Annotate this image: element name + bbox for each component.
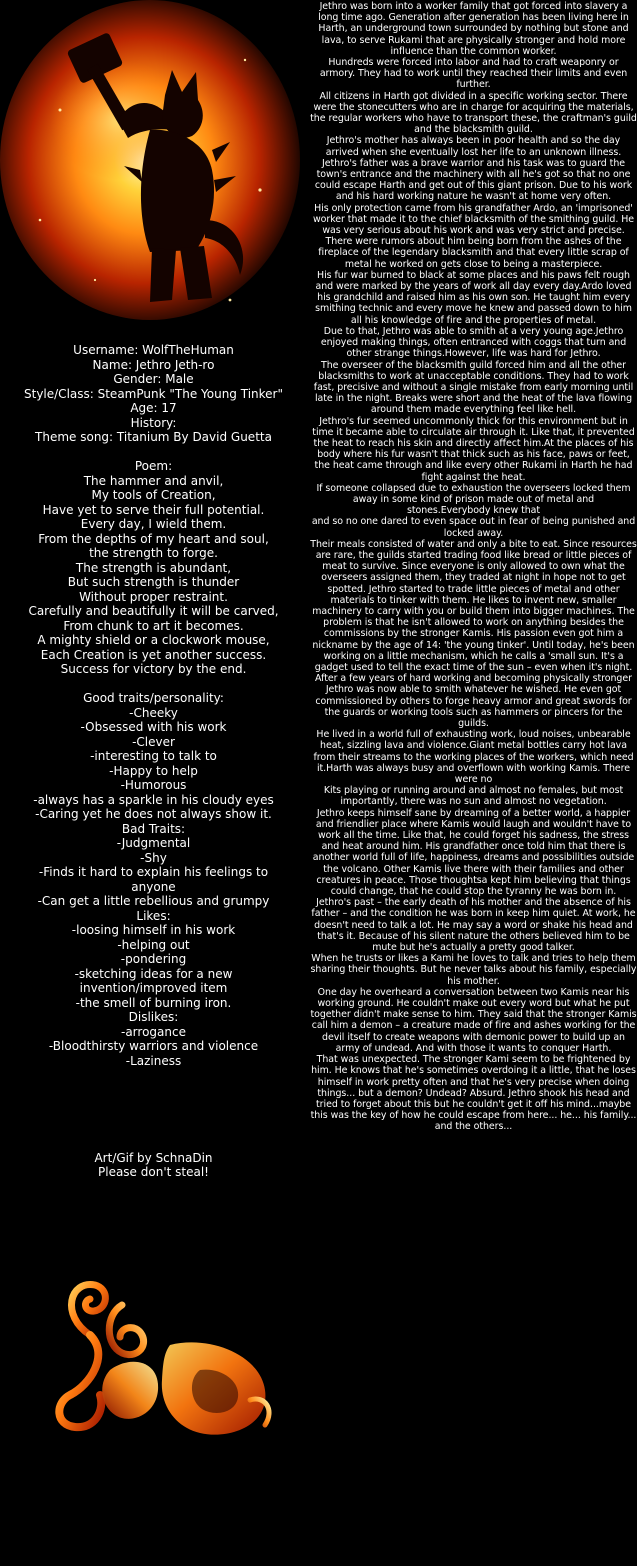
poem-line: From the depths of my heart and soul, <box>38 531 269 546</box>
spacer <box>0 445 307 460</box>
spacer <box>0 677 307 692</box>
profile-style-class: Style/Class: SteamPunk "The Young Tinker" <box>24 386 283 401</box>
story-paragraph: His fur war burned to black at some places and his paws felt rough and were marked by the years of work all day every day.Ardo loved his grandchild and raised him as his own son. He taught him every smithing technic and every move he knew and passed down to him all his knowledge of fire and the properties of metal. <box>315 269 632 326</box>
story-paragraph: The overseer of the blacksmith guild forced him and all the other blacksmiths to work at unacceptable conditions. They had to work fast, precisive and without a single mistake from early morning until late in the night. Breaks were short and the heat of the lava flowing around them made everything feel like hell. <box>313 359 634 416</box>
story-paragraph: Kits playing or running around and almost no females, but most importantly, there was no sun and almost no vegetation. <box>323 785 624 808</box>
poem-heading: Poem: <box>134 459 173 473</box>
poem-line: From chunk to art it becomes. <box>63 618 244 633</box>
traits-list <box>0 691 307 1068</box>
story-paragraph: and so no one dared to even space out in fear of being punished and locked away. <box>311 516 636 539</box>
bad-traits-heading: Bad Traits: <box>121 821 186 836</box>
profile-name: Name: Jethro Jeth-ro <box>92 357 215 372</box>
story-paragraph: Hundreds were forced into labor and had to craft weaponry or armory. They had to work until they reached their limits and even further. <box>319 57 628 91</box>
poem-line: The hammer and anvil, <box>83 473 224 488</box>
story-paragraph: When he trusts or likes a Kami he loves to talk and tries to help them sharing their thoughts. But he never talks about his family, especially his mother. <box>310 953 637 987</box>
credit-artist: Art/Gif by SchnaDin <box>94 1151 213 1165</box>
story-paragraph: There were rumors about him being born from the ashes of the fireplace of the legendary blacksmith and that every little scrap of metal he worked on gets close to being a masterpiece. <box>318 236 629 270</box>
profile-age: Age: 17 <box>130 401 177 415</box>
story-paragraph: Due to that, Jethro was able to smith at a very young age.Jethro enjoyed making things, often entranced with coggs that turn and other strange things.However, life was hard for Jethro. <box>320 325 627 360</box>
like-item: -the smell of burning iron. <box>75 995 232 1010</box>
trait-item: -interesting to talk to <box>90 749 217 763</box>
story-paragraph: Jethro's mother has always been in poor health and so the day arrived when she eventually lost her life to an unknown illness. <box>325 135 622 158</box>
poem-line: Without proper restraint. <box>79 589 228 604</box>
fire-blacksmith-artwork-icon <box>0 0 307 322</box>
like-item: -pondering <box>120 952 187 966</box>
like-item: -helping out <box>117 937 190 952</box>
poem-line: the strength to forge. <box>89 546 218 560</box>
dislike-item: -arrogance <box>121 1024 186 1039</box>
character-artwork <box>0 0 307 322</box>
poem-line: Carefully and beautifully it will be carved, <box>28 604 279 618</box>
story-paragraph: Their meals consisted of water and only a bite to eat. Since resources are rare, the guilds started trading food like bread or little pieces of meat to survive. Since everyone is only allowed to own what the overseers assigned them, they traded at night in hope not to get spotted. Jethro started to trade little pieces of metal and other materials to tinker with them. He likes to invent new, smaller machinery to carry with you or build them into bigger machines. The problem is that he isn't allowed to work on anything besides the commissions by the stronger Kamis. His passion even got him a nickname by the age of 14: 'the young tinker'. Until today, he's been working on a little mechanism, which he calls a 'small sun. It's a gadget used to tell the exact time of the sun – even when it's night. <box>310 538 637 673</box>
ribbon-loop <box>71 1285 105 1335</box>
trait-item: -Judgmental <box>116 836 191 850</box>
trait-item: -Clever <box>132 734 175 749</box>
story-paragraph: If someone collapsed due to exhaustion the overseers locked them away in some kind of prison made out of metal and stones.Everybody knew that <box>316 482 631 517</box>
like-item: invention/improved item <box>79 981 228 995</box>
profile-info <box>0 343 307 1068</box>
like-item: -sketching ideas for a new <box>74 966 233 981</box>
poem-line: My tools of Creation, <box>91 488 216 502</box>
trait-item: -Finds it hard to explain his feelings to <box>38 865 269 879</box>
dislikes-heading: Dislikes: <box>128 1010 179 1024</box>
trait-item: -Shy <box>140 850 167 865</box>
profile-theme-song: Theme song: Titanium By David Guetta <box>35 430 272 444</box>
poem-line: A mighty shield or a clockwork mouse, <box>37 633 270 647</box>
story-paragraph: That was unexpected. The stronger Kami seem to be frightened by him. He knows that he's sometimes overdoing it a little, that he loses himself in work pretty often and that he's very precise when doing things... but a demon? Undead? Absurd. Jethro shook his head and tried to forget about this but he couldn't get it off his mind...maybe this was the key of how he could escape from here... he... his family... and the others... <box>310 1054 637 1133</box>
story-paragraph: Jethro was born into a worker family that got forced into slavery a long time ago. Generation after generation has been living here in Harth, an underground town surrounded by nothing but stone and lava, to serve Rukami that are physically stronger and hold more influence than the common worker. <box>318 1 629 57</box>
backstory <box>310 1 637 1133</box>
story-paragraph: Jethro's fur seemed uncommonly thick for this environment but in time it became able to circulate air through it. Like that, it prevented the heat to reach his skin and directly affect him.At the places of his body where his fur wasn't that thick such as his face, paws or feet, the heat came through and like every other Rukami in Harth he had fight against the heat. <box>312 415 635 483</box>
dislike-item: -Laziness <box>125 1053 182 1068</box>
fire-signature <box>50 1275 280 1450</box>
profile-username: Username: WolfTheHuman <box>73 343 234 357</box>
trait-item: -Can get a little rebellious and grumpy <box>37 894 270 908</box>
poem-line: The strength is abundant, <box>75 560 232 575</box>
trait-item: -Humorous <box>120 778 187 792</box>
likes-heading: Likes: <box>136 908 171 923</box>
story-paragraph: Jethro's father was a brave warrior and his task was to guard the town's entrance and the machinery with all he's got so that no one could escape Harth and get out of this giant prison. Due to his work and his hard working nature he wasn't at home very often. <box>314 157 633 203</box>
trait-item: -Caring yet he does not always show it. <box>35 807 272 821</box>
like-item: -loosing himself in his work <box>71 923 236 937</box>
profile-history: History: <box>130 415 177 430</box>
story-paragraph: All citizens in Harth got divided in a specific working sector. There were the stonecutters who are in charge for acquiring the materials, the regular workers who have to transport these, the craftman's guild and the blacksmith guild. <box>310 90 637 136</box>
trait-item: anyone <box>131 879 176 894</box>
trait-item: -Cheeky <box>129 705 178 720</box>
poem-line: Every day, I wield them. <box>80 517 227 531</box>
story-paragraph: He lived in a world full of exhausting work, loud noises, unbearable heat, sizzling lava and violence.Giant metal bottles carry hot lava from their streams to the working places of the workers, which need it.Harth was always busy and overflown with working Kamis. There were no <box>313 729 634 786</box>
story-paragraph: One day he overheard a conversation between two Kamis near his working ground. He couldn't make out every word but what he put together didn't make sense to him. They said that the stronger Kamis call him a demon – a creature made of fire and ashes working for the devil itself to create weapons with demonic power to build up an army of undead. And with those it wants to conquer Harth. <box>310 986 637 1054</box>
story-paragraph: Jethro's past – the early death of his mother and the absence of his father – and the condition he was born in keep him quiet. At work, he doesn't need to talk a lot. He may say a word or shake his head and that's it. Because of his silent nature the others believed him to be mute but he's actually a pretty good talker. <box>311 897 636 954</box>
fire-signature-ornament-icon <box>50 1275 280 1450</box>
poem-line: Success for victory by the end. <box>60 662 247 676</box>
credit-notice: Please don't steal! <box>98 1165 209 1179</box>
story-paragraph: After a few years of hard working and becoming physically stronger Jethro was now able to smith whatever he wished. He even got commissioned by others to forge heavy armor and great swords for the guards or working tools such as hammers or pincers for the guilds. <box>315 673 632 729</box>
story-paragraph: Jethro keeps himself sane by dreaming of a better world, a happier and friendlier place where Kamis would laugh and wouldn't have to work all the time. Like that, he could forget his sadness, the stress and heat around him. His grandfather once told him that there is another world full of life, happiness, dreams and possibilities outside the volcano. Other Kamis live there with their families and other creatures in peace. Those thoughtsa kept him believing that things could change, that he could stop the tyranny he was born in. <box>312 807 635 898</box>
trait-item: -always has a sparkle in his cloudy eyes <box>33 792 274 807</box>
poem-line: Have yet to serve their full potential. <box>42 502 265 517</box>
dislike-item: -Bloodthirsty warriors and violence <box>48 1039 259 1053</box>
story-paragraph: His only protection came from his grandfather Ardo, an 'imprisoned' worker that made it to the chief blacksmith of the smithing guild. He was very serious about his work and was very strict and precise. <box>312 202 635 237</box>
art-credit <box>0 1151 307 1179</box>
profile-gender: Gender: Male <box>113 372 194 386</box>
poem <box>0 459 307 677</box>
trait-item: -Happy to help <box>109 763 198 778</box>
poem-line: But such strength is thunder <box>67 575 240 589</box>
trait-item: -Obsessed with his work <box>80 720 227 734</box>
traits-heading: Good traits/personality: <box>83 691 224 705</box>
poem-line: Each Creation is yet another success. <box>40 647 267 662</box>
